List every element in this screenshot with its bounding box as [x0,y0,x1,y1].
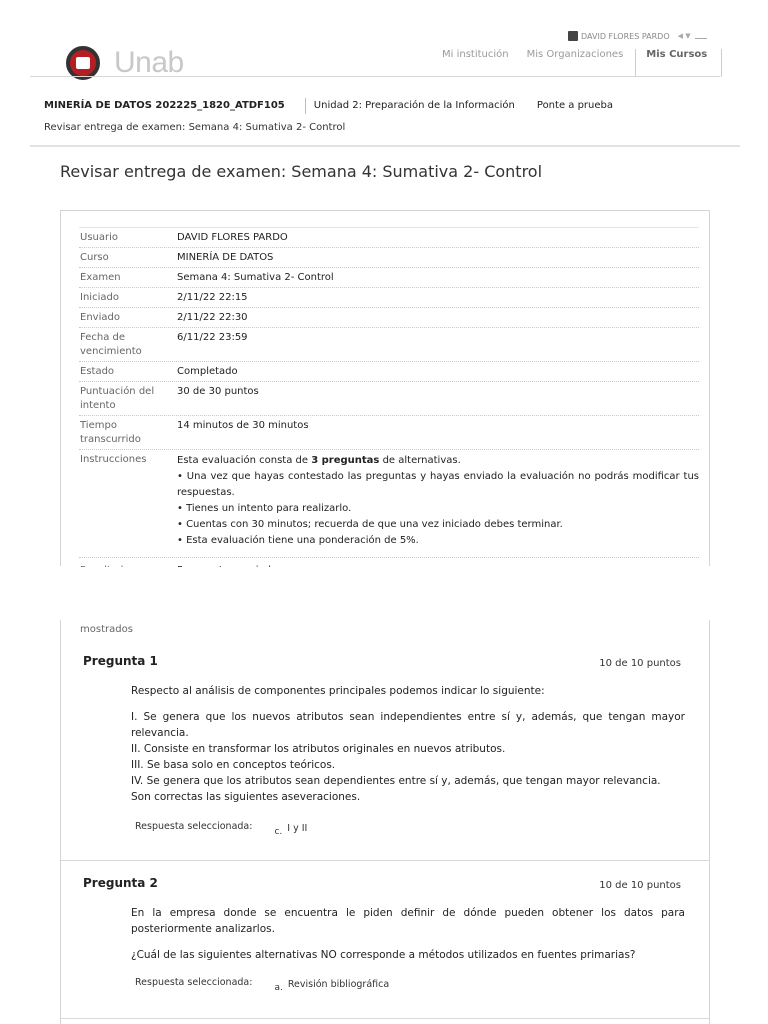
detail-label: Usuario [80,232,119,243]
selected-answer [61,977,709,993]
details-row [79,288,699,308]
answer-label: Respuesta seleccionada: [135,821,253,832]
question-title: Pregunta 1 [83,654,158,668]
detail-value: 2/11/22 22:15 [177,292,248,303]
detail-label: Iniciado [80,292,119,303]
breadcrumb-unit[interactable]: Unidad 2: Preparación de la Información [313,100,515,111]
detail-value: 2/11/22 22:30 [177,312,248,323]
detail-label: Curso [80,252,109,263]
answer-value: I y II [287,823,308,834]
user-name: DAVID FLORES PARDO [581,31,670,41]
detail-value: 30 de 30 puntos [177,386,259,397]
questions-panel [60,620,710,1024]
avatar-icon [568,31,578,41]
tab-mis-organizaciones[interactable]: Mis Organizaciones [526,49,624,60]
details-row [79,228,699,248]
question-block [61,876,709,993]
user-menu[interactable] [568,31,707,41]
detail-label: Instrucciones [80,454,147,465]
breadcrumb-section[interactable]: Ponte a prueba [536,100,614,111]
details-row [79,268,699,288]
question-block [61,654,709,837]
detail-value: Completado [177,366,238,377]
question-score: 10 de 10 puntos [599,880,681,891]
question-paragraph: Respecto al análisis de componentes principales podemos indicar lo siguiente: [131,685,545,697]
page-title: Revisar entrega de examen: Semana 4: Sumativa 2- Control [60,162,543,181]
instruction-item: • Una vez que hayas contestado las preguntas y hayas enviado la evaluación no podrás modificar tus respuestas. [177,471,699,498]
question-paragraph: I. Se genera que los nuevos atributos sean independientes entre sí y, además, que tengan mayor relevancia. II. Consiste en transformar los atributos originales en nuevos atributos. III. Se basa solo en conceptos teóricos. IV. Se genera que los atributos sean dependientes entre sí y, además, que tengan mayor relevancia. Son correctas las siguientes aseveraciones. [131,711,685,803]
detail-label: Fecha de vencimiento [80,332,142,357]
detail-label: Puntuación del intento [80,386,155,411]
answer-value: Revisión bibliográfica [287,979,390,990]
detail-value: MINERÍA DE DATOS [177,252,274,263]
detail-value: 6/11/22 23:59 [177,332,248,343]
logo-text: Unab [114,46,184,79]
instruction-item: • Tienes un intento para realizarlo. [177,503,352,514]
details-table [79,227,699,580]
question-score: 10 de 10 puntos [599,658,681,669]
question-divider [61,1018,709,1019]
answer-letter: a. [274,983,283,993]
details-row [79,328,699,362]
selected-answer [61,821,709,837]
page-break [0,567,768,619]
detail-value: DAVID FLORES PARDO [177,232,288,243]
question-title: Pregunta 2 [83,876,158,890]
question-divider [61,860,709,861]
breadcrumb-divider [30,145,740,147]
answer-letter: c. [274,827,283,837]
breadcrumb-separator [305,98,306,114]
question-text [61,683,709,805]
menu-dash-icon [695,33,707,39]
question-paragraph: ¿Cuál de las siguientes alternativas NO corresponde a métodos utilizados en fuentes primarias? [131,949,636,961]
breadcrumb [44,100,613,114]
instructions-intro: Esta evaluación consta de 3 preguntas de alternativas. [177,455,461,466]
detail-value: 14 minutos de 30 minutos [177,420,309,431]
attempt-details-panel [60,210,710,566]
detail-value: Semana 4: Sumativa 2- Control [177,272,334,283]
tab-mi-institucion[interactable]: Mi institución [442,49,509,60]
tab-mis-cursos[interactable]: Mis Cursos [635,49,722,77]
details-row [79,248,699,268]
notification-arrows-icon[interactable]: ◀ ▼ [677,32,691,40]
detail-label: Estado [80,366,115,377]
main-nav [436,49,722,77]
breadcrumb-current: Revisar entrega de examen: Semana 4: Sumativa 2- Control [44,122,346,133]
logo[interactable] [66,46,184,80]
details-row-instructions [79,450,699,558]
details-row [79,382,699,416]
detail-label: Tiempo transcurrido [80,420,141,445]
details-row [79,362,699,382]
breadcrumb-course[interactable]: MINERÍA DE DATOS 202225_1820_ATDF105 [44,100,285,111]
instructions-text [177,453,699,549]
instruction-item: • Esta evaluación tiene una ponderación de 5%. [177,535,419,546]
instruction-item: • Cuentas con 30 minutos; recuerda de que una vez iniciado debes terminar. [177,519,563,530]
answer-label: Respuesta seleccionada: [135,977,253,988]
question-paragraph: En la empresa donde se encuentra le piden definir de dónde pueden obtener los datos para posteriormente analizarlos. [131,907,685,935]
details-row [79,416,699,450]
details-row [79,308,699,328]
results-label-continued: mostrados [80,624,133,635]
header-divider [30,76,720,77]
unab-emblem-icon [66,46,100,80]
detail-label: Enviado [80,312,120,323]
question-text [61,905,709,963]
detail-label: Examen [80,272,121,283]
